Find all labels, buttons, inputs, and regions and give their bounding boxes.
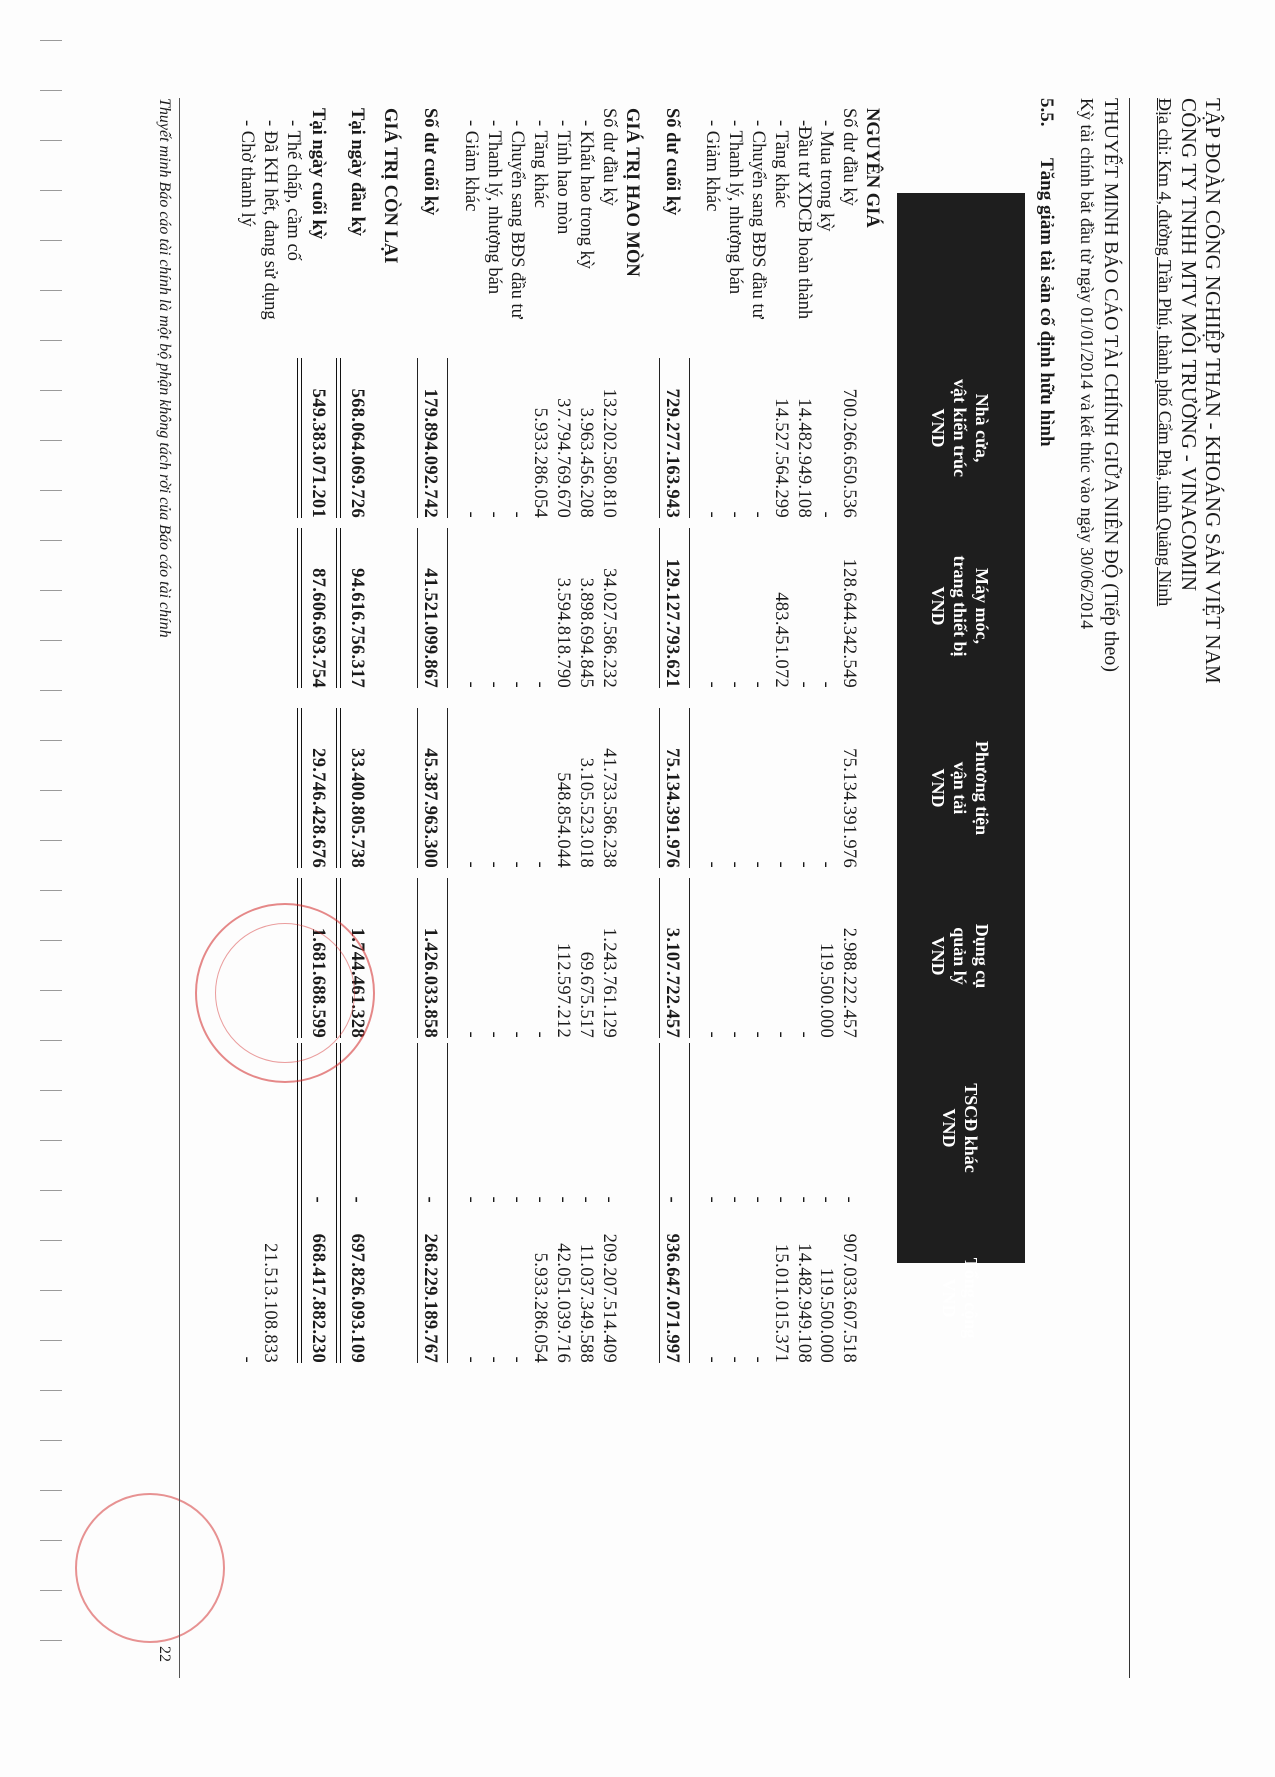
table-cell: 14.482.949.108 <box>794 1243 814 1363</box>
section-total-underline <box>659 708 660 868</box>
table-cell: 33.400.805.738 <box>347 748 367 868</box>
section-total-underline <box>659 358 660 518</box>
margin-tick <box>40 990 62 991</box>
row-label: Số dư đầu kỳ <box>599 108 619 206</box>
column-header-unit: VND <box>928 408 948 448</box>
column-header-line1: Nhà cửa, <box>972 393 992 463</box>
table-cell: 548.854.044 <box>553 772 573 868</box>
column-header-line2: quản lý <box>950 927 970 985</box>
column-header-line1: Phương tiện <box>972 740 992 836</box>
table-cell: - <box>725 861 745 868</box>
total-rule <box>297 528 302 688</box>
row-label: - Chuyển sang BĐS đầu tư <box>507 120 527 319</box>
table-cell: 41.733.586.238 <box>599 748 619 868</box>
subtotal-rule <box>447 878 448 1038</box>
section-row-header: GIÁ TRỊ CÒN LẠI <box>380 108 400 264</box>
margin-tick <box>40 940 62 941</box>
section-total-underline <box>659 528 660 688</box>
subtotal-rule <box>689 1203 690 1363</box>
report-period: Kỳ tài chính bắt đầu từ ngày 01/01/2014 và kết thúc vào ngày 30/06/2014 <box>1077 98 1097 630</box>
subtotal-rule <box>447 1203 448 1363</box>
margin-tick <box>40 1490 62 1491</box>
margin-tick <box>40 290 62 291</box>
table-cell: 132.202.580.810 <box>599 388 619 518</box>
column-header-line1: Máy móc, <box>972 568 992 644</box>
table-cell: 697.826.093.109 <box>347 1233 367 1363</box>
column-header-line2: vận tải <box>950 761 970 815</box>
row-label: Số dư đầu kỳ <box>839 108 859 206</box>
table-cell: - <box>484 681 504 688</box>
table-cell: - <box>816 861 836 868</box>
section-total-underline <box>417 1203 418 1363</box>
subtotal-rule <box>689 358 690 518</box>
row-label: - Giảm khác <box>461 120 481 212</box>
column-header-unit: VND <box>928 936 948 976</box>
row-label: - Đã KH hết, đang sử dụng <box>260 120 280 320</box>
row-label: - Chuyển sang BĐS đầu tư <box>748 120 768 319</box>
column-header-line2: trang thiết bị <box>950 555 970 657</box>
table-cell: 29.746.428.676 <box>308 748 328 868</box>
table-cell: - <box>771 1196 791 1203</box>
seal-inner-ring <box>215 923 355 1063</box>
subtotal-rule <box>689 708 690 868</box>
table-cell: - <box>725 511 745 518</box>
column-header <box>901 521 1019 691</box>
table-cell: - <box>794 681 814 688</box>
table-cell: 34.027.586.232 <box>599 568 619 688</box>
table-cell: - <box>461 681 481 688</box>
margin-tick <box>40 790 62 791</box>
table-cell: 3.594.818.790 <box>553 577 573 688</box>
column-header <box>901 343 1019 513</box>
table-cell: - <box>599 1196 619 1203</box>
margin-tick <box>40 1440 62 1441</box>
row-label: - Tăng khác <box>530 120 550 209</box>
company-name: CÔNG TY TNHH MTV MÔI TRƯỜNG - VINACOMIN <box>1177 98 1201 592</box>
table-cell: - <box>461 1031 481 1038</box>
margin-tick <box>40 1590 62 1591</box>
table-cell: - <box>748 1031 768 1038</box>
margin-tick <box>40 890 62 891</box>
table-cell: - <box>748 861 768 868</box>
row-label: - Thế chấp, cầm cố <box>283 120 303 261</box>
table-cell: 179.894.092.742 <box>420 388 440 518</box>
table-cell: - <box>816 511 836 518</box>
margin-tick <box>40 1540 62 1541</box>
subtotal-rule <box>447 1043 448 1203</box>
table-cell: 11.037.349.588 <box>576 1243 596 1363</box>
table-cell: 549.383.071.201 <box>308 388 328 518</box>
table-cell: - <box>484 1356 504 1363</box>
subtotal-rule <box>447 708 448 868</box>
row-label: - Mua trong kỳ <box>816 120 836 232</box>
margin-tick <box>40 140 62 141</box>
subtotal-rule <box>447 358 448 518</box>
row-label: Số dư cuối kỳ <box>662 108 682 216</box>
margin-tick <box>40 440 62 441</box>
row-label: - Khấu hao trong kỳ <box>576 120 596 269</box>
subtotal-rule <box>689 878 690 1038</box>
table-cell: - <box>771 1031 791 1038</box>
table-cell: - <box>748 681 768 688</box>
total-rule <box>297 1203 302 1363</box>
margin-tick <box>40 340 62 341</box>
rotated-report-sheet <box>90 98 1225 1678</box>
table-cell: 3.898.694.845 <box>576 577 596 688</box>
table-cell: - <box>461 1356 481 1363</box>
table-cell: - <box>748 1356 768 1363</box>
column-header <box>901 881 1019 1031</box>
section-total-underline <box>417 528 418 688</box>
table-cell: - <box>507 1356 527 1363</box>
subtotal-rule <box>689 1043 690 1203</box>
table-cell: - <box>530 1031 550 1038</box>
table-cell: - <box>461 511 481 518</box>
table-cell: - <box>725 1031 745 1038</box>
table-cell: 5.933.286.054 <box>530 1252 550 1363</box>
table-cell: 37.794.769.670 <box>553 398 573 518</box>
table-cell: - <box>347 1196 367 1203</box>
table-cell: 700.266.650.536 <box>839 388 859 518</box>
table-cell: 1.426.033.858 <box>420 927 440 1038</box>
table-cell: - <box>725 681 745 688</box>
table-cell: - <box>702 861 722 868</box>
margin-tick <box>40 840 62 841</box>
table-cell: 5.933.286.054 <box>530 407 550 518</box>
table-cell: - <box>484 1196 504 1203</box>
table-cell: - <box>461 861 481 868</box>
table-cell: 2.988.222.457 <box>839 927 859 1038</box>
table-cell: 112.597.212 <box>553 942 573 1038</box>
table-cell: - <box>725 1196 745 1203</box>
margin-tick <box>40 240 62 241</box>
table-cell: - <box>794 1196 814 1203</box>
table-cell: - <box>507 511 527 518</box>
report-title: THUYẾT MINH BÁO CÁO TÀI CHÍNH GIỮA NIÊN ĐỘ (Tiếp theo) <box>1100 98 1122 673</box>
margin-tick <box>40 90 62 91</box>
table-cell: - <box>308 1196 328 1203</box>
table-cell: 45.387.963.300 <box>420 748 440 868</box>
total-rule <box>336 1043 341 1203</box>
address-text: Địa chỉ: Km 4, đường Trần Phú, thành phố Cẩm Phả, tỉnh Quảng Ninh <box>1155 98 1175 607</box>
table-cell: - <box>461 1196 481 1203</box>
table-cell: - <box>507 1031 527 1038</box>
total-rule <box>336 1203 341 1363</box>
margin-tick <box>40 1240 62 1241</box>
total-rule <box>336 358 341 518</box>
table-cell: - <box>530 1196 550 1203</box>
row-label: - Chờ thanh lý <box>237 120 257 227</box>
table-cell: - <box>530 681 550 688</box>
table-cell: 69.675.517 <box>576 951 596 1038</box>
margin-tick <box>40 1390 62 1391</box>
table-cell: - <box>748 511 768 518</box>
column-header <box>901 1223 1019 1373</box>
table-cell: 119.500.000 <box>816 942 836 1038</box>
table-cell: - <box>839 1196 859 1203</box>
total-rule <box>336 708 341 868</box>
footer-rule <box>179 98 180 1678</box>
row-label: - Tăng khác <box>771 120 791 209</box>
margin-tick <box>40 540 62 541</box>
section-row-header: GIÁ TRỊ HAO MÒN <box>622 108 642 277</box>
total-rule <box>297 708 302 868</box>
table-cell: 15.011.015.371 <box>771 1243 791 1363</box>
table-cell: - <box>748 1196 768 1203</box>
column-header-unit: VND <box>928 586 948 626</box>
table-cell: 75.134.391.976 <box>662 748 682 868</box>
table-cell: - <box>702 1031 722 1038</box>
table-cell: - <box>725 1356 745 1363</box>
table-cell: - <box>576 1196 596 1203</box>
row-label: Tại ngày cuối kỳ <box>308 108 328 240</box>
table-cell: - <box>794 861 814 868</box>
table-cell: 668.417.882.230 <box>308 1233 328 1363</box>
margin-tick <box>40 740 62 741</box>
section-total-underline <box>417 708 418 868</box>
table-cell: - <box>507 861 527 868</box>
row-label: - Thanh lý, nhượng bán <box>725 120 745 295</box>
table-cell: 129.127.793.621 <box>662 558 682 688</box>
header-rule <box>1129 98 1130 1678</box>
table-cell: - <box>702 511 722 518</box>
margin-tick <box>40 490 62 491</box>
column-header-unit: VND <box>939 1278 959 1318</box>
table-cell: 14.482.949.108 <box>794 398 814 518</box>
subtotal-rule <box>689 528 690 688</box>
table-cell: 87.606.693.754 <box>308 568 328 688</box>
table-cell: - <box>507 681 527 688</box>
column-header-line1: Dụng cụ <box>972 923 992 989</box>
margin-tick <box>40 40 62 41</box>
table-cell: 936.647.071.997 <box>662 1233 682 1363</box>
table-cell: 568.064.069.726 <box>347 388 367 518</box>
table-cell: - <box>702 1196 722 1203</box>
column-header-unit: VND <box>939 1108 959 1148</box>
table-cell: 75.134.391.976 <box>839 748 859 868</box>
margin-tick <box>40 690 62 691</box>
table-cell: 42.051.039.716 <box>553 1243 573 1363</box>
table-cell: - <box>530 861 550 868</box>
table-cell: 128.644.342.549 <box>839 558 859 688</box>
row-label: -Đầu tư XDCB hoàn thành <box>794 120 814 320</box>
row-label: - Tính hao mòn <box>553 120 573 235</box>
section-title: Tăng giảm tài sản cố định hữu hình <box>1036 158 1057 447</box>
section-total-underline <box>417 358 418 518</box>
section-total-underline <box>417 878 418 1038</box>
section-total-underline <box>659 878 660 1038</box>
row-label: Tại ngày đầu kỳ <box>347 108 367 237</box>
table-cell: 268.229.189.767 <box>420 1233 440 1363</box>
table-cell: 1.744.461.328 <box>347 927 367 1038</box>
table-cell: - <box>237 1356 257 1363</box>
table-cell: 907.033.607.518 <box>839 1233 859 1363</box>
page-number: 22 <box>156 1646 173 1662</box>
table-cell: 3.107.722.457 <box>662 927 682 1038</box>
total-rule <box>336 528 341 688</box>
signature-seal-partial <box>75 1493 225 1643</box>
margin-tick <box>40 640 62 641</box>
column-header <box>901 1053 1019 1203</box>
total-rule <box>297 358 302 518</box>
footer-note: Thuyết minh Báo cáo tài chính là một bộ phận không tách rời của Báo cáo tài chính <box>156 98 173 638</box>
section-total-underline <box>659 1203 660 1363</box>
table-cell: 14.527.564.299 <box>771 398 791 518</box>
section-total-underline <box>417 1043 418 1203</box>
row-label: Số dư cuối kỳ <box>420 108 440 216</box>
table-cell: 483.451.072 <box>771 592 791 688</box>
column-header-line1: TSCĐ khác <box>961 1083 981 1173</box>
margin-tick <box>40 1140 62 1141</box>
table-cell: 94.616.756.317 <box>347 568 367 688</box>
table-cell: 3.963.456.208 <box>576 407 596 518</box>
table-cell: - <box>702 1356 722 1363</box>
table-cell: - <box>507 1196 527 1203</box>
company-address <box>1154 98 1175 606</box>
margin-tick <box>40 1090 62 1091</box>
table-cell: - <box>816 681 836 688</box>
table-cell: 729.277.163.943 <box>662 388 682 518</box>
margin-tick <box>40 1040 62 1041</box>
table-cell: 21.513.108.833 <box>260 1243 280 1363</box>
section-number: 5.5. <box>1036 98 1057 127</box>
table-cell: 3.105.523.018 <box>576 757 596 868</box>
margin-tick <box>40 1640 62 1641</box>
table-cell: - <box>553 1196 573 1203</box>
table-cell: - <box>816 1196 836 1203</box>
table-cell: 41.521.099.867 <box>420 568 440 688</box>
table-cell: - <box>484 1031 504 1038</box>
table-cell: - <box>662 1196 682 1203</box>
margin-tick <box>40 1290 62 1291</box>
group-name: TẬP ĐOÀN CÔNG NGHIỆP THAN - KHOÁNG SẢN VIỆT NAM <box>1201 98 1225 684</box>
binder-margin-marks <box>40 40 70 1680</box>
table-cell: - <box>794 1031 814 1038</box>
section-row-header: NGUYÊN GIÁ <box>862 108 882 228</box>
margin-tick <box>40 190 62 191</box>
row-label: - Giảm khác <box>702 120 722 212</box>
company-seal <box>195 903 375 1083</box>
table-cell: - <box>484 861 504 868</box>
margin-tick <box>40 590 62 591</box>
table-cell: 1.243.761.129 <box>599 927 619 1038</box>
column-header-unit: VND <box>928 768 948 808</box>
table-cell: 1.681.688.599 <box>308 927 328 1038</box>
margin-tick <box>40 1190 62 1191</box>
column-header-line1: Tổng cộng <box>961 1257 981 1339</box>
table-cell: - <box>420 1196 440 1203</box>
table-cell: - <box>484 511 504 518</box>
margin-tick <box>40 390 62 391</box>
table-cell: - <box>702 681 722 688</box>
table-cell: 209.207.514.409 <box>599 1233 619 1363</box>
column-header-line2: vật kiến trúc <box>950 379 970 477</box>
table-cell: - <box>771 861 791 868</box>
row-label: - Thanh lý, nhượng bán <box>484 120 504 295</box>
margin-tick <box>40 1340 62 1341</box>
subtotal-rule <box>447 528 448 688</box>
column-header <box>901 703 1019 873</box>
section-total-underline <box>659 1043 660 1203</box>
table-cell: 119.500.000 <box>816 1267 836 1363</box>
